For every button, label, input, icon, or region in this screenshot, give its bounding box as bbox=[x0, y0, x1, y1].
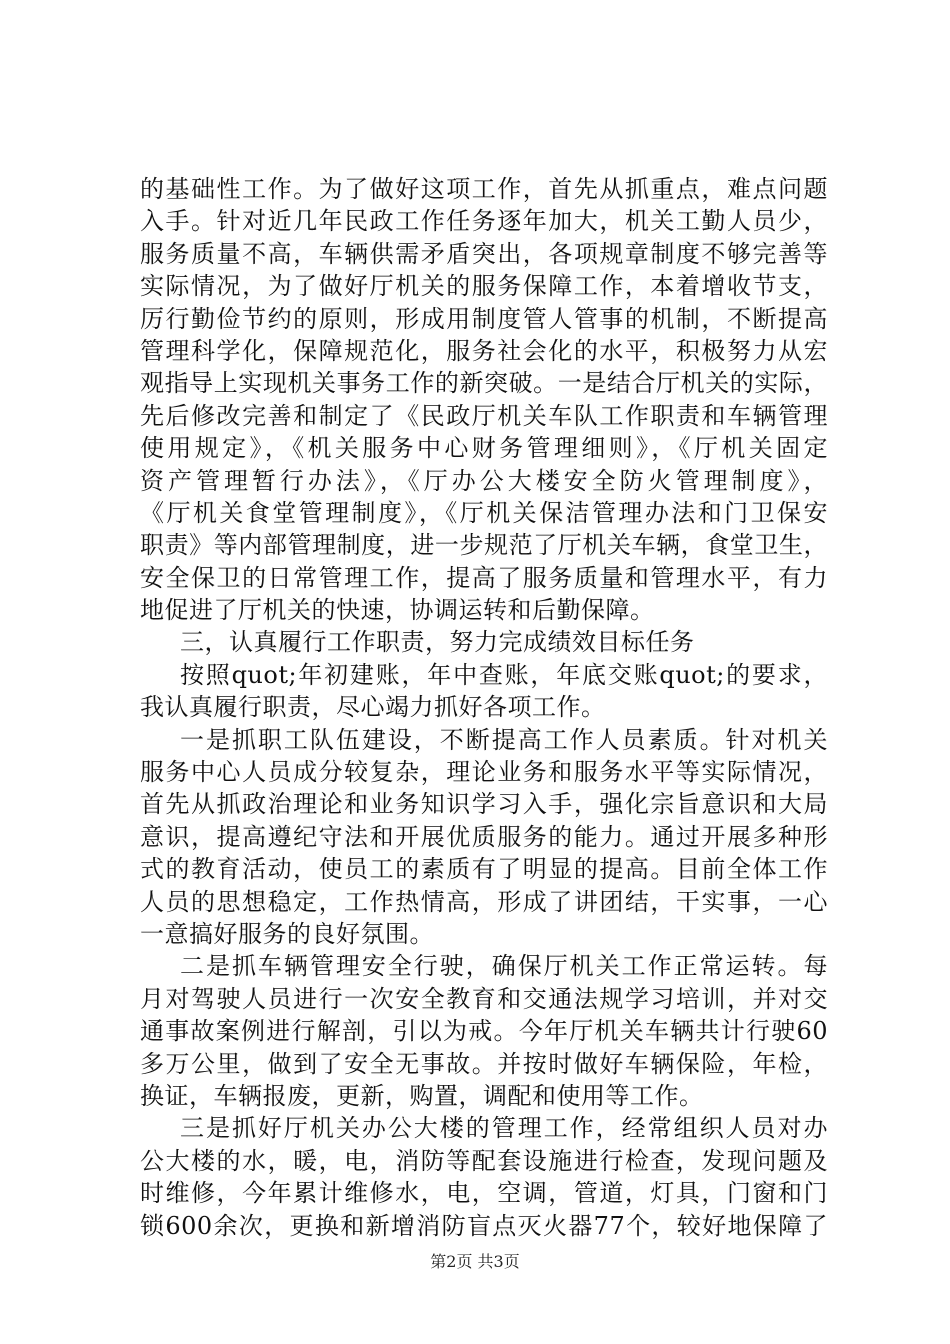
text-line: 厉行勤俭节约的原则，形成用制度管人管事的机制，不断提高 bbox=[140, 304, 828, 333]
text-line: 通事故案例进行解剖，引以为戒。今年厅机关车辆共计行驶60 bbox=[140, 1017, 828, 1046]
text-line: 换证，车辆报废，更新，购置，调配和使用等工作。 bbox=[140, 1081, 704, 1110]
text-line: 月对驾驶人员进行一次安全教育和交通法规学习培训，并对交 bbox=[140, 984, 828, 1013]
text-line: 《厅机关食堂管理制度》，《厅机关保洁管理办法和门卫保安 bbox=[140, 498, 828, 527]
text-line: 三是抓好厅机关办公大楼的管理工作，经常组织人员对办 bbox=[180, 1114, 828, 1143]
text-line: 服务质量不高，车辆供需矛盾突出，各项规章制度不够完善等 bbox=[140, 239, 828, 268]
page-footer: 第2页 共3页 bbox=[430, 1252, 520, 1271]
text-line: 安全保卫的日常管理工作，提高了服务质量和管理水平，有力 bbox=[140, 563, 828, 592]
text-line: 观指导上实现机关事务工作的新突破。一是结合厅机关的实际， bbox=[140, 369, 828, 398]
text-line: 式的教育活动，使员工的素质有了明显的提高。目前全体工作 bbox=[140, 855, 828, 884]
text-line: 按照quot;年初建账，年中查账，年底交账quot;的要求， bbox=[180, 660, 828, 689]
text-line: 服务中心人员成分较复杂，理论业务和服务水平等实际情况， bbox=[140, 758, 828, 787]
text-line: 入手。针对近几年民政工作任务逐年加大，机关工勤人员少， bbox=[140, 207, 828, 236]
text-line: 时维修，今年累计维修水，电，空调，管道，灯具，门窗和门 bbox=[140, 1179, 828, 1208]
text-line: 先后修改完善和制定了《民政厅机关车队工作职责和车辆管理 bbox=[140, 401, 828, 430]
text-line: 多万公里，做到了安全无事故。并按时做好车辆保险，年检， bbox=[140, 1049, 828, 1078]
text-line: 一意搞好服务的良好氛围。 bbox=[140, 919, 434, 948]
section-heading: 三，认真履行工作职责，努力完成绩效目标任务 bbox=[180, 628, 695, 657]
text-line: 公大楼的水，暖，电，消防等配套设施进行检查，发现问题及 bbox=[140, 1146, 828, 1175]
text-line: 锁600余次，更换和新增消防盲点灭火器77个，较好地保障了 bbox=[140, 1211, 828, 1240]
text-line: 首先从抓政治理论和业务知识学习入手，强化宗旨意识和大局 bbox=[140, 790, 828, 819]
text-line: 使用规定》，《机关服务中心财务管理细则》，《厅机关固定 bbox=[140, 434, 828, 463]
text-line: 一是抓职工队伍建设，不断提高工作人员素质。针对机关 bbox=[180, 725, 828, 754]
text-line: 的基础性工作。为了做好这项工作，首先从抓重点，难点问题 bbox=[140, 175, 828, 203]
text-line: 意识，提高遵纪守法和开展优质服务的能力。通过开展多种形 bbox=[140, 822, 828, 851]
text-line: 实际情况，为了做好厅机关的服务保障工作，本着增收节支， bbox=[140, 272, 828, 301]
text-line: 资产管理暂行办法》，《厅办公大楼安全防火管理制度》， bbox=[140, 466, 828, 495]
text-line: 职责》等内部管理制度，进一步规范了厅机关车辆，食堂卫生， bbox=[140, 531, 828, 560]
text-line: 人员的思想稳定，工作热情高，形成了讲团结，干实事，一心 bbox=[140, 887, 828, 916]
text-line: 我认真履行职责，尽心竭力抓好各项工作。 bbox=[140, 693, 606, 722]
document-body bbox=[140, 173, 828, 1242]
text-line: 管理科学化，保障规范化，服务社会化的水平，积极努力从宏 bbox=[140, 336, 828, 365]
text-line: 地促进了厅机关的快速，协调运转和后勤保障。 bbox=[140, 596, 655, 625]
text-line: 二是抓车辆管理安全行驶，确保厅机关工作正常运转。每 bbox=[180, 952, 828, 981]
